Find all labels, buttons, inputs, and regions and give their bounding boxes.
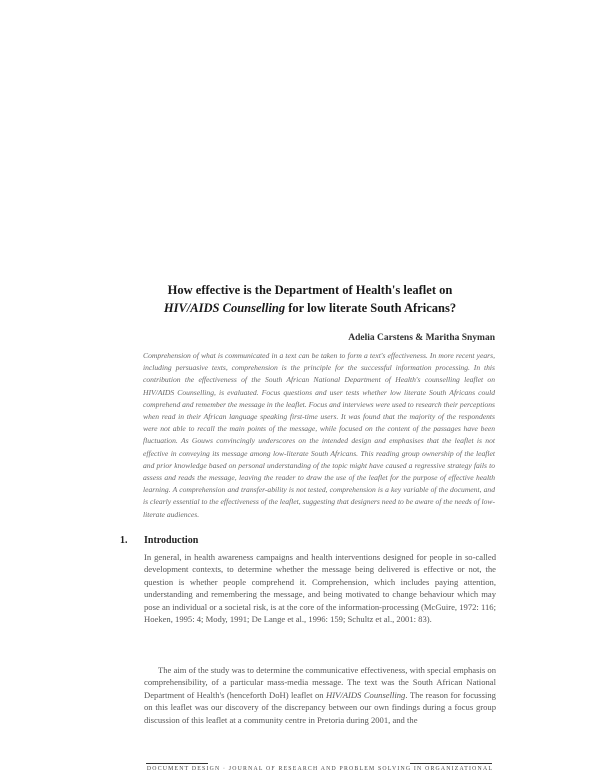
running-footer: DOCUMENT DESIGN · JOURNAL OF RESEARCH AND PROBLEM SOLVING IN ORGANIZATIONAL [146, 766, 494, 772]
paragraph-2 [144, 664, 496, 726]
footer-rule-left [146, 763, 208, 764]
authors: Adelia Carstens & Maritha Snyman [348, 333, 495, 343]
paper-title [120, 281, 500, 317]
title-italic: HIV/AIDS Counselling [163, 301, 286, 315]
section-number: 1. [120, 535, 128, 546]
paragraph-2-end: . The reason for focussing on this leaflet was our discovery of the discrepancy between our own findings during a focus group discussion of this leaflet at a community centre in Pretoria during 2001, and the [144, 689, 496, 725]
paragraph-2-start: The aim of the study was to determine the communicative effectiveness, with special emphasis on comprehensibility, of a particular mass-media message. The text was the South African National Department of Health's (henceforth DoH) leaflet on [144, 665, 496, 700]
footer-rule-right [410, 763, 492, 764]
section-title: Introduction [144, 535, 199, 546]
abstract: Comprehension of what is communicated in a text can be taken to form a text's effectiveness. In more recent years, including persuasive texts, comprehension is the principle for the successful information processing. In this contribution the effectiveness of the South African National Department of Health's counselling leaflet on HIV/AIDS Counselling, is evaluated. Focus questions and user tests whether low literate South Africans could comprehend and remember the message in the leaflet. Focus and interviews were used to research their perceptions when read in their African language speaking first-time users. It was found that the majority of the respondents were not able to recall the main points of the message, while focused on the content of the passages have been fluctuation. As Gouws convincingly underscores on the intended design and emphasises that the leaflet is not effective in conveying its message among low-literate South Africans. This reading group ownership of the leaflet and prior knowledge based on personal understanding of the topic might have caused a regressive strategy fails to assess and reads the message, leaving the reader to draw the use of the leaflet for the purpose of effective health learning. A comprehension and transfer-ability is not tested, comprehension is a key variable of the document, and is clearly essential to the effectiveness of the leaflet, suggesting that designers need to be aware of the needs of low-literate audiences. [143, 351, 495, 519]
title-line-1: How effective is the Department of Health's leaflet on [167, 283, 453, 297]
title-line-2 [120, 299, 500, 317]
paragraph-1: In general, in health awareness campaigns and health interventions designed for people in so-called development contexts, to determine whether the message being delivered is effective or not, the question is whether people comprehend it. Comprehension, which includes paying attention, understanding and remembering the message, and being motivated to change behaviour which may pose an individual or a societal risk, is at the core of the information-processing (McGuire, 1972: 116; Hoeken, 1995: 4; Mody, 1991; De Lange et al., 1996: 159; Schultz et al., 2001: 83). [144, 552, 496, 625]
section-heading [120, 535, 420, 546]
title-line-2-rest: for low literate South Africans? [285, 301, 457, 315]
paragraph-2-italic: HIV/AIDS Counselling [326, 689, 406, 700]
